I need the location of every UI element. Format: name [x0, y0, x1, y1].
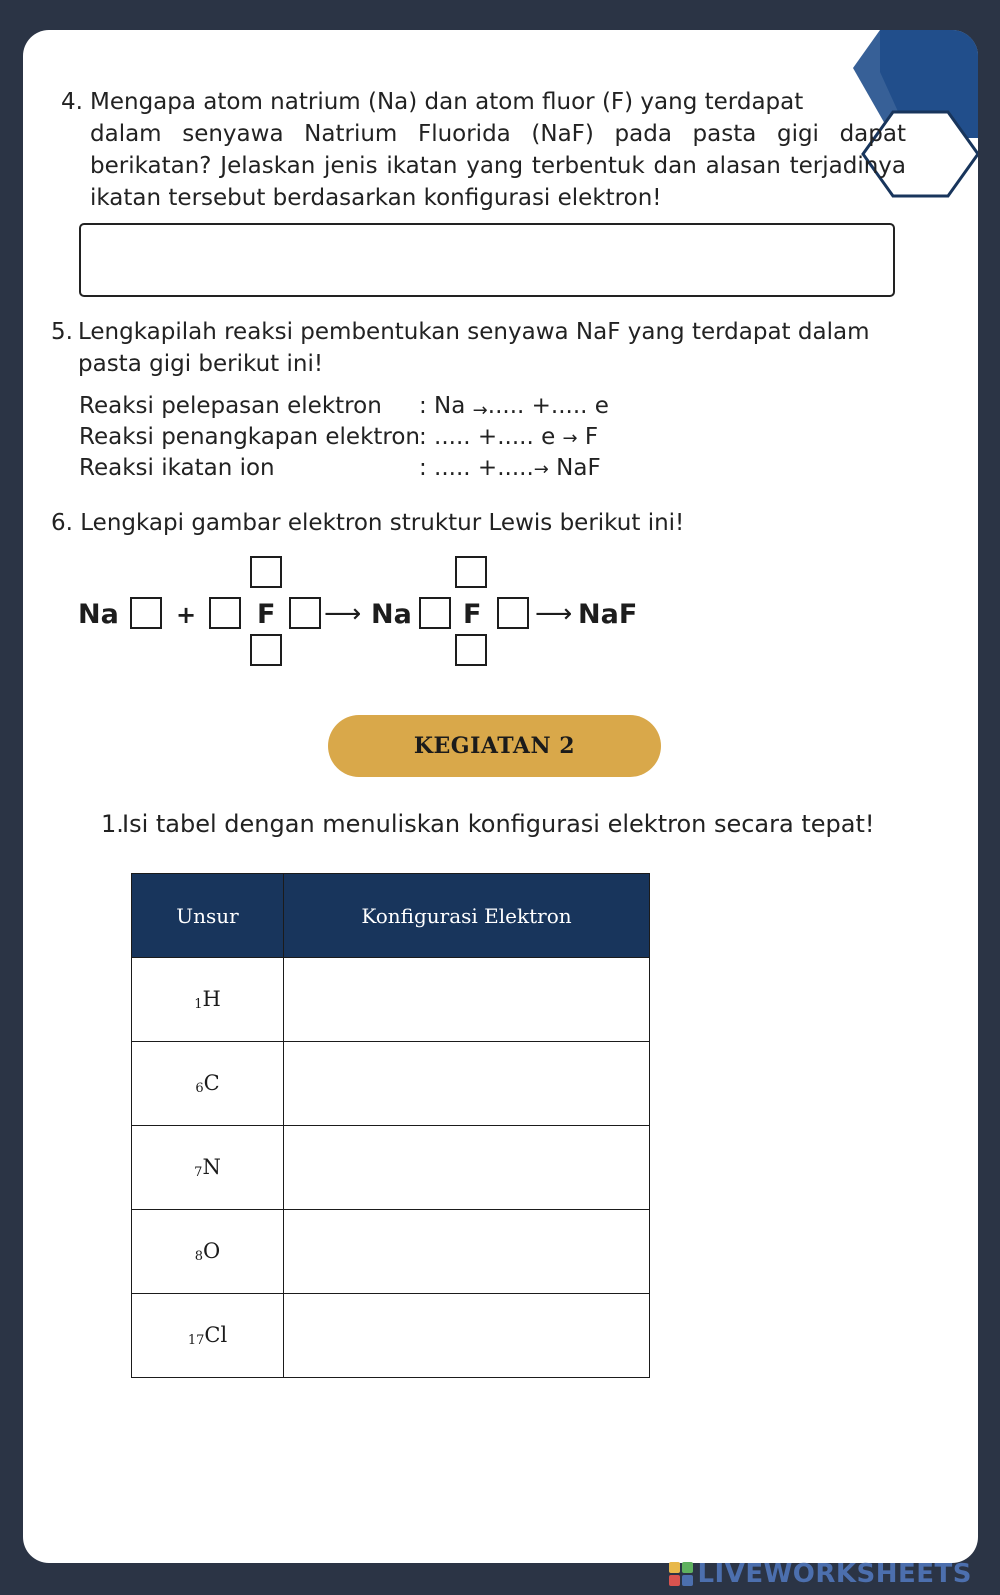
- reaction-equation-right[interactable]: ..... +..... e: [487, 393, 609, 419]
- atomic-number: 17: [187, 1333, 205, 1348]
- configuration-cell[interactable]: [284, 958, 650, 1042]
- question-4-first-line: Mengapa atom natrium (Na) dan atom fluor (F) yang terdapat: [90, 89, 804, 115]
- electron-box[interactable]: [251, 635, 281, 665]
- question-4-text: dalam senyawa Natrium Fluorida (NaF) pada pasta gigi dapat berikatan? Jelaskan jenis ikatan yang terbentuk dan alasan terjadinya ikatan tersebut berdasarkan konfigurasi elektron!: [90, 121, 906, 211]
- configuration-cell[interactable]: [284, 1294, 650, 1378]
- header-unsur: Unsur: [132, 874, 284, 958]
- lewis-f-reactant: F: [257, 599, 276, 630]
- table-row: [132, 1294, 650, 1378]
- lewis-plus: +: [176, 601, 197, 629]
- arrow-right-icon: ⟶: [324, 599, 362, 629]
- worksheet-page: [23, 30, 978, 1563]
- logo-square: [682, 1575, 693, 1586]
- arrow-right-icon: →: [533, 459, 549, 480]
- reaction-equation-left[interactable]: : ..... +.....: [419, 455, 534, 481]
- table-row: [132, 1210, 650, 1294]
- electron-box[interactable]: [290, 598, 320, 628]
- table-row: [132, 1042, 650, 1126]
- electron-box[interactable]: [420, 598, 450, 628]
- question-6-number: 6.: [51, 510, 73, 536]
- question-4: [61, 86, 906, 214]
- electron-box[interactable]: [251, 557, 281, 587]
- atomic-number: 6: [195, 1081, 204, 1096]
- electron-configuration-table: [131, 873, 650, 1378]
- element-cell: [132, 1210, 284, 1294]
- question-5-number: 5.: [51, 319, 73, 345]
- electron-box[interactable]: [210, 598, 240, 628]
- element-cell: [132, 1126, 284, 1210]
- logo-square: [669, 1562, 680, 1573]
- reaction-label: Reaksi ikatan ion: [79, 455, 275, 481]
- lewis-na-reactant: Na: [78, 599, 119, 630]
- kegiatan-question-1-number: 1.: [101, 810, 124, 838]
- element-symbol: N: [202, 1155, 221, 1179]
- table-row: [132, 958, 650, 1042]
- question-4-answer-box[interactable]: [79, 223, 895, 297]
- lewis-na-intermediate: Na: [371, 599, 412, 630]
- question-5: [51, 316, 911, 380]
- reaction-equation-right: NaF: [548, 455, 601, 481]
- electron-box[interactable]: [456, 635, 486, 665]
- reaction-label: Reaksi pelepasan elektron: [79, 393, 382, 419]
- element-cell: [132, 958, 284, 1042]
- configuration-cell[interactable]: [284, 1126, 650, 1210]
- liveworksheets-logo[interactable]: [669, 1559, 972, 1589]
- kegiatan-question-1: [101, 808, 874, 840]
- element-symbol: O: [203, 1239, 221, 1263]
- logo-square: [682, 1562, 693, 1573]
- element-symbol: C: [203, 1071, 220, 1095]
- question-5-text: Lengkapilah reaksi pembentukan senyawa NaF yang terdapat dalam pasta gigi berikut ini!: [78, 319, 870, 377]
- question-6: [51, 507, 911, 539]
- arrow-right-icon: →: [472, 400, 488, 421]
- question-4-number: 4.: [61, 89, 83, 115]
- liveworksheets-logo-icon: [669, 1562, 693, 1586]
- electron-box[interactable]: [131, 598, 161, 628]
- configuration-cell[interactable]: [284, 1042, 650, 1126]
- reaction-equation-right: F: [577, 424, 599, 450]
- lewis-f-intermediate: F: [463, 599, 482, 630]
- reaction-equation-left[interactable]: : ..... +..... e: [419, 424, 563, 450]
- atomic-number: 7: [194, 1165, 203, 1180]
- liveworksheets-wordmark: LIVEWORKSHEETS: [697, 1559, 972, 1589]
- reaction-equation-left: : Na: [419, 393, 473, 419]
- lewis-product: NaF: [578, 599, 638, 630]
- question-6-text: Lengkapi gambar elektron struktur Lewis berikut ini!: [80, 510, 685, 536]
- element-cell: [132, 1042, 284, 1126]
- reaction-capture: [79, 421, 598, 455]
- table-row: [132, 1126, 650, 1210]
- arrow-right-icon: ⟶: [535, 599, 573, 629]
- table-header-row: [132, 874, 650, 958]
- kegiatan-2-banner: KEGIATAN 2: [328, 715, 661, 777]
- atomic-number: 8: [194, 1249, 204, 1264]
- element-symbol: Cl: [204, 1323, 228, 1347]
- kegiatan-question-1-text: Isi tabel dengan menuliskan konfigurasi elektron secara tepat!: [122, 810, 875, 838]
- reaction-label: Reaksi penangkapan elektron: [79, 424, 421, 450]
- configuration-cell[interactable]: [284, 1210, 650, 1294]
- lewis-structure-diagram: [23, 550, 723, 680]
- electron-box[interactable]: [456, 557, 486, 587]
- logo-square: [669, 1575, 680, 1586]
- reaction-ionic-bond: [79, 452, 601, 486]
- arrow-right-icon: →: [562, 428, 578, 449]
- element-cell: [132, 1294, 284, 1378]
- element-symbol: H: [202, 987, 221, 1011]
- header-konfigurasi: Konfigurasi Elektron: [284, 874, 650, 958]
- electron-box[interactable]: [498, 598, 528, 628]
- atomic-number: 1: [194, 997, 203, 1012]
